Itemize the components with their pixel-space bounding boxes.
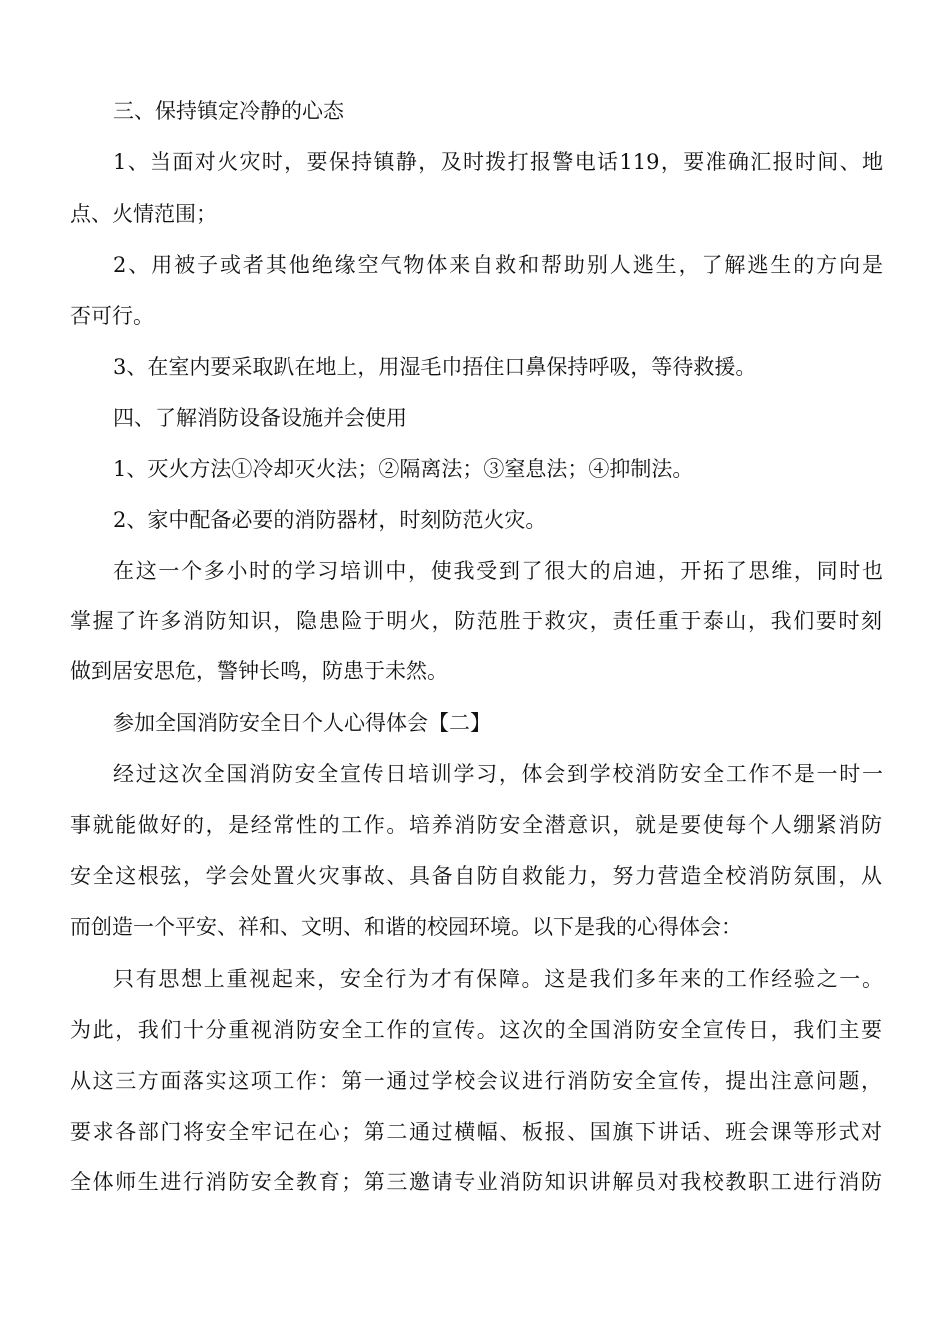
paragraph-line: 而创造一个平安、祥和、文明、和谐的校园环境。以下是我的心得体会： — [70, 915, 742, 939]
paragraph-line: 点、火情范围； — [70, 202, 217, 226]
paragraph-line: 3、在室内要采取趴在地上，用湿毛巾捂住口鼻保持呼吸，等待救援。 — [113, 355, 757, 379]
essay-heading: 参加全国消防安全日个人心得体会【二】 — [113, 711, 491, 735]
paragraph-line: 事就能做好的，是经常性的工作。培养消防安全潜意识，就是要使每个人绷紧消防 — [70, 813, 882, 837]
paragraph-line: 经过这次全国消防安全宣传日培训学习，体会到学校消防安全工作不是一时一 — [113, 762, 883, 786]
paragraph-line: 否可行。 — [70, 304, 154, 328]
paragraph-line: 掌握了许多消防知识，隐患险于明火，防范胜于救灾，责任重于泰山，我们要时刻 — [70, 609, 882, 633]
paragraph-line: 做到居安思危，警钟长鸣，防患于未然。 — [70, 659, 448, 683]
paragraph-line: 2、家中配备必要的消防器材，时刻防范火灾。 — [113, 508, 547, 532]
paragraph-line: 1、当面对火灾时，要保持镇静，及时拨打报警电话119，要准确汇报时间、地 — [113, 150, 883, 174]
paragraph-line: 在这一个多小时的学习培训中，使我受到了很大的启迪，开拓了思维，同时也 — [113, 559, 883, 583]
paragraph-line: 只有思想上重视起来，安全行为才有保障。这是我们多年来的工作经验之一。 — [113, 967, 883, 991]
paragraph-line: 1、灭火方法①冷却灭火法；②隔离法；③窒息法；④抑制法。 — [113, 457, 694, 481]
section-heading: 三、保持镇定冷静的心态 — [113, 99, 344, 123]
paragraph-line: 为此，我们十分重视消防安全工作的宣传。这次的全国消防安全宣传日，我们主要 — [70, 1018, 882, 1042]
paragraph-line: 安全这根弦，学会处置火灾事故、具备自防自救能力，努力营造全校消防氛围，从 — [70, 864, 882, 888]
paragraph-line: 全体师生进行消防安全教育；第三邀请专业消防知识讲解员对我校教职工进行消防 — [70, 1170, 882, 1194]
section-heading: 四、了解消防设备设施并会使用 — [113, 406, 407, 430]
paragraph-line: 2、用被子或者其他绝缘空气物体来自救和帮助别人逃生，了解逃生的方向是 — [113, 253, 883, 277]
paragraph-line: 要求各部门将安全牢记在心；第二通过横幅、板报、国旗下讲话、班会课等形式对 — [70, 1120, 882, 1144]
paragraph-line: 从这三方面落实这项工作：第一通过学校会议进行消防安全宣传，提出注意问题， — [70, 1069, 882, 1093]
